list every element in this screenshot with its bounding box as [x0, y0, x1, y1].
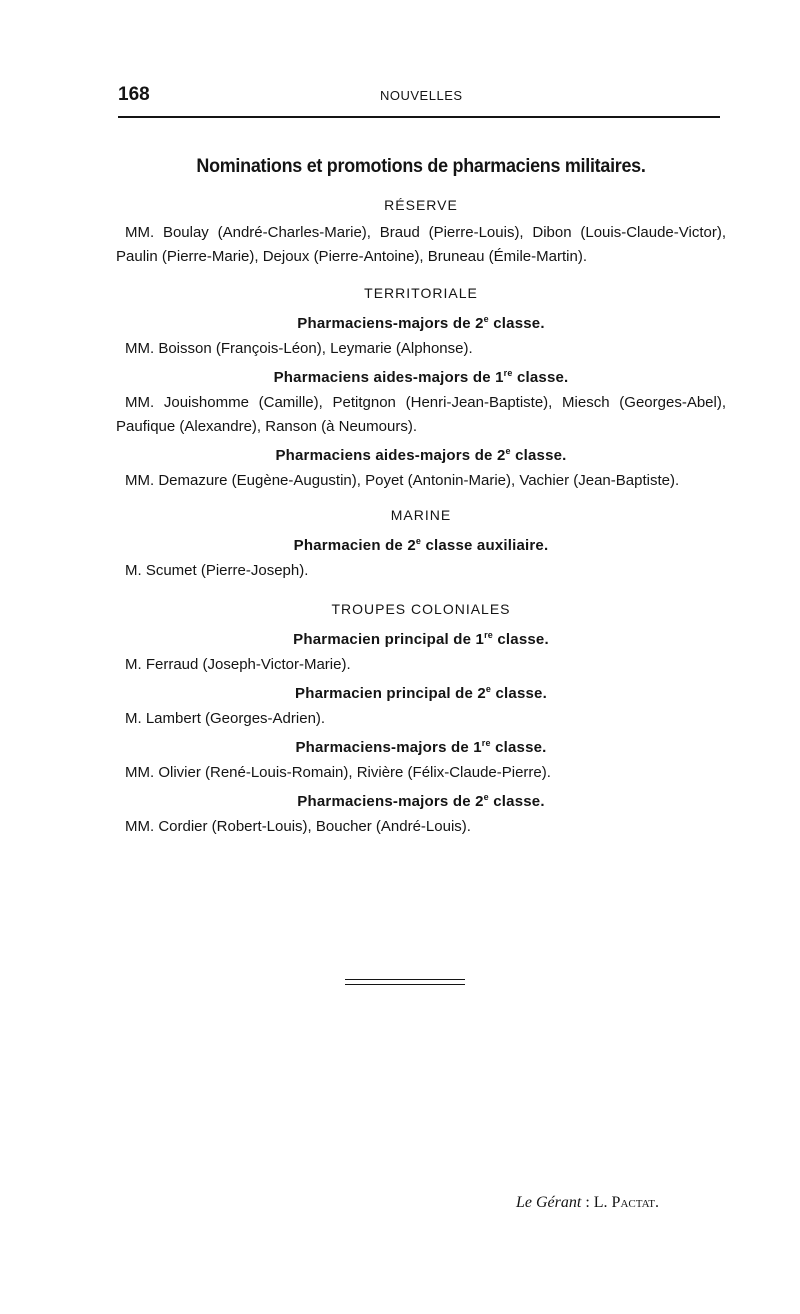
section-title-territoriale: TERRITORIALE: [364, 285, 478, 301]
page-header: [118, 82, 720, 112]
grade-title: Pharmaciens aides-majors de 2e classe.: [275, 446, 567, 464]
header-rule: [118, 116, 720, 118]
section-title-reserve: RÉSERVE: [384, 197, 458, 213]
grade-title: Pharmacien principal de 1re classe.: [293, 630, 549, 648]
grade-title: Pharmaciens-majors de 2e classe.: [297, 314, 545, 332]
article-title: Nominations et promotions de pharmaciens militaires.: [196, 155, 646, 177]
names-list: MM. Jouishomme (Camille), Petitgnon (Henri-Jean-Baptiste), Miesch (Georges-Abel), Paufique (Alexandre), Ranson (à Neumours).: [116, 394, 726, 435]
signature-separator: :: [581, 1194, 594, 1211]
signature-role: Le Gérant: [516, 1194, 582, 1211]
grade-title: Pharmacien principal de 2e classe.: [295, 684, 547, 702]
section-title-troupes-coloniales: TROUPES COLONIALES: [331, 601, 511, 617]
signature-name: L. Pactat.: [593, 1194, 660, 1211]
article: [116, 152, 726, 839]
names-list: MM. Olivier (René-Louis-Romain), Rivière (Félix-Claude-Pierre).: [125, 764, 551, 781]
signature: [516, 1194, 696, 1212]
names-list: MM. Demazure (Eugène-Augustin), Poyet (Antonin-Marie), Vachier (Jean-Baptiste).: [125, 472, 680, 489]
names-list: MM. Cordier (Robert-Louis), Boucher (André-Louis).: [125, 818, 471, 835]
section-title-marine: MARINE: [390, 507, 452, 523]
running-head: NOUVELLES: [380, 88, 463, 103]
names-list: M. Lambert (Georges-Adrien).: [125, 710, 326, 727]
names-list: M. Scumet (Pierre-Joseph).: [125, 562, 309, 579]
footer-rule: [345, 979, 465, 980]
grade-title: Pharmacien de 2e classe auxiliaire.: [293, 536, 549, 554]
grade-title: Pharmaciens-majors de 1re classe.: [295, 738, 547, 756]
grade-title: Pharmaciens-majors de 2e classe.: [297, 792, 545, 810]
names-list: M. Ferraud (Joseph-Victor-Marie).: [125, 656, 351, 673]
grade-title: Pharmaciens aides-majors de 1re classe.: [273, 368, 569, 386]
footer-rule: [345, 984, 465, 985]
names-list: MM. Boisson (François-Léon), Leymarie (Alphonse).: [125, 340, 473, 357]
page-number: 168: [118, 84, 150, 105]
names-reserve: MM. Boulay (André-Charles-Marie), Braud (Pierre-Louis), Dibon (Louis-Claude-Victor), Paulin (Pierre-Marie), Dejoux (Pierre-Antoine), Bruneau (Émile-Martin).: [116, 224, 726, 265]
